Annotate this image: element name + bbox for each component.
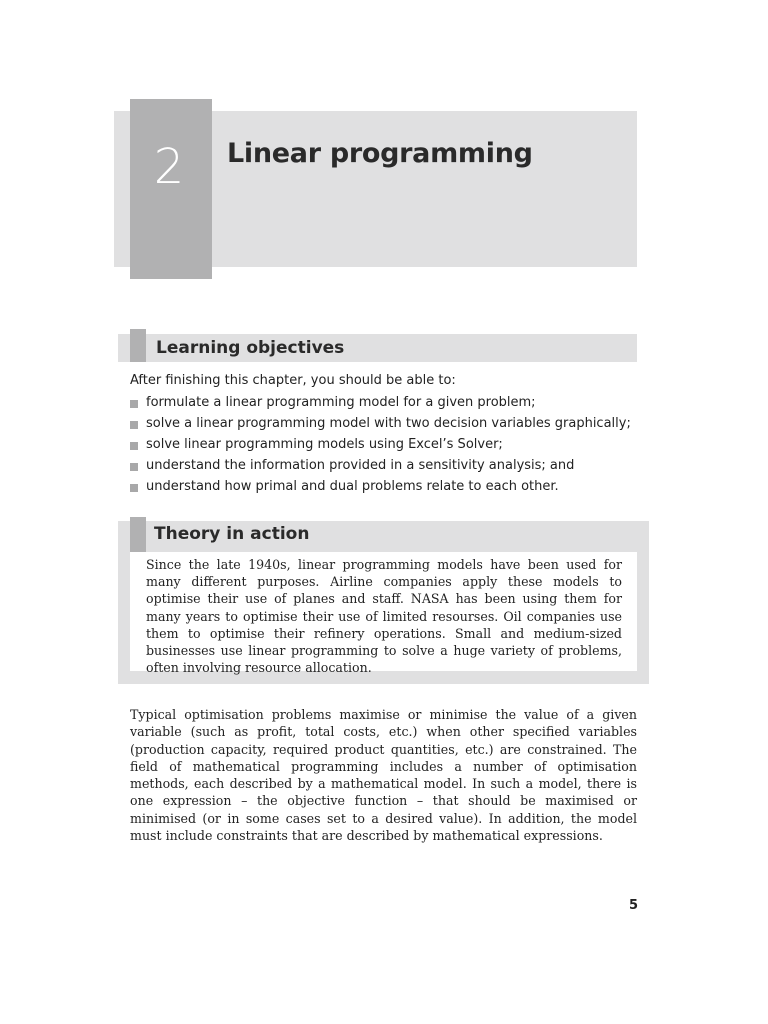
square-bullet-icon	[130, 421, 138, 429]
list-item	[130, 393, 631, 414]
chapter-title: Linear programming	[227, 138, 533, 169]
learning-objectives-marker	[130, 329, 146, 362]
learning-objectives-list	[130, 393, 631, 498]
list-item-text: understand how primal and dual problems relate to each other.	[146, 479, 559, 494]
theory-in-action-text: Since the late 1940s, linear programming models have been used for many different purposes. Airline companies apply these models to optimise their use of planes and staff. NASA has been using them for many years to optimise their use of limited resourses. Oil companies use them to optimise their refinery operations. Small and medium-sized businesses use linear programming to solve a huge variety of problems, often involving resource allocation.	[146, 557, 622, 676]
list-item	[130, 435, 631, 456]
list-item	[130, 456, 631, 477]
square-bullet-icon	[130, 400, 138, 408]
list-item	[130, 477, 631, 498]
learning-objectives-heading: Learning objectives	[156, 338, 345, 358]
square-bullet-icon	[130, 463, 138, 471]
list-item-text: formulate a linear programming model for a given problem;	[146, 395, 536, 410]
list-item-text: solve linear programming models using Excel’s Solver;	[146, 437, 503, 452]
theory-in-action-marker	[130, 517, 146, 552]
square-bullet-icon	[130, 484, 138, 492]
learning-objectives-intro: After finishing this chapter, you should be able to:	[130, 373, 456, 388]
list-item-text: solve a linear programming model with two decision variables graphically;	[146, 416, 631, 431]
page-number: 5	[628, 898, 638, 913]
theory-in-action-heading: Theory in action	[154, 524, 310, 544]
list-item-text: understand the information provided in a sensitivity analysis; and	[146, 458, 575, 473]
square-bullet-icon	[130, 442, 138, 450]
chapter-number: 2	[153, 139, 185, 195]
body-paragraph: Typical optimisation problems maximise or minimise the value of a given variable (such as profit, total costs, etc.) when other specified variables (production capacity, required product quantities, etc.) are constrained. The field of mathematical programming includes a number of optimisation methods, each described by a mathematical model. In such a model, there is one expression – the objective function – that should be maximised or minimised (or in some cases set to a desired value). In addition, the model must include constraints that are described by mathematical expressions.	[130, 707, 637, 844]
list-item	[130, 414, 631, 435]
